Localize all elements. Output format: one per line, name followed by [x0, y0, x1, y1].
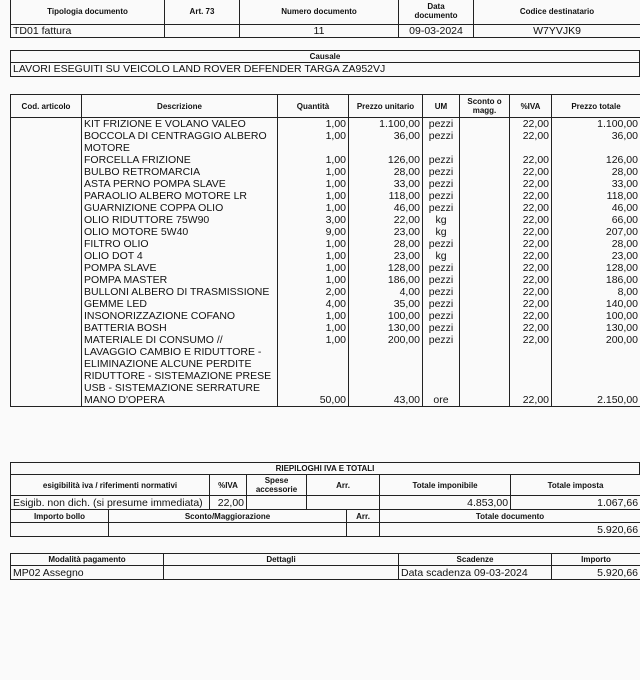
cell-um: pezzi [423, 238, 460, 250]
table-row [11, 118, 640, 131]
cell-um: pezzi [423, 202, 460, 214]
cell-sconto [460, 154, 510, 166]
cell-cod [11, 334, 82, 394]
table-row [11, 262, 640, 274]
cell-desc: ASTA PERNO POMPA SLAVE [82, 178, 278, 190]
value-codice: W7YVJK9 [474, 25, 640, 38]
value-esig: Esigib. non dich. (si presume immediata) [11, 496, 210, 510]
label-data [399, 0, 474, 25]
cell-price: 23,00 [349, 250, 423, 262]
cell-sconto [460, 226, 510, 238]
cell-cod [11, 190, 82, 202]
cell-qty: 9,00 [278, 226, 349, 238]
value-arr [307, 496, 380, 510]
cell-qty: 1,00 [278, 274, 349, 286]
cell-cod [11, 154, 82, 166]
cell-iva: 22,00 [510, 322, 552, 334]
value-imposta: 1.067,66 [511, 496, 640, 510]
cell-sconto [460, 298, 510, 310]
value-bollo [11, 523, 109, 537]
cell-cod [11, 118, 82, 131]
cell-total: 66,00 [552, 214, 640, 226]
cell-price: 126,00 [349, 154, 423, 166]
label-scadenze: Scadenze [399, 554, 552, 566]
cell-price: 200,00 [349, 334, 423, 394]
cell-cod [11, 130, 82, 154]
cell-price: 1.100,00 [349, 118, 423, 131]
cell-price: 33,00 [349, 178, 423, 190]
col-sconto [460, 95, 510, 118]
cell-iva: 22,00 [510, 178, 552, 190]
cell-desc: OLIO RIDUTTORE 75W90 [82, 214, 278, 226]
cell-total: 28,00 [552, 238, 640, 250]
cell-price: 186,00 [349, 274, 423, 286]
document-header [10, 0, 640, 38]
cell-iva: 22,00 [510, 298, 552, 310]
label-data-line1: Data [427, 2, 445, 11]
cell-cod [11, 322, 82, 334]
cell-iva: 22,00 [510, 190, 552, 202]
cell-sconto [460, 334, 510, 394]
col-sconto-line2: magg. [472, 106, 497, 115]
cell-um: pezzi [423, 286, 460, 298]
col-sconto-line1: Sconto o [467, 97, 502, 106]
value-importo: 5.920,66 [552, 566, 640, 580]
table-row [11, 202, 640, 214]
cell-desc: PARAOLIO ALBERO MOTORE LR [82, 190, 278, 202]
cell-price: 28,00 [349, 166, 423, 178]
cell-qty: 1,00 [278, 178, 349, 190]
cell-desc: BULBO RETROMARCIA [82, 166, 278, 178]
cell-sconto [460, 238, 510, 250]
cell-iva: 22,00 [510, 334, 552, 394]
cell-iva: 22,00 [510, 214, 552, 226]
cell-desc: BULLONI ALBERO DI TRASMISSIONE [82, 286, 278, 298]
cell-qty: 1,00 [278, 118, 349, 131]
cell-cod [11, 274, 82, 286]
cell-um: ore [423, 394, 460, 407]
label-numero: Numero documento [240, 0, 399, 25]
riepilogo-box [10, 462, 640, 537]
cell-total: 2.150,00 [552, 394, 640, 407]
causale-label: Causale [10, 50, 640, 62]
cell-total: 23,00 [552, 250, 640, 262]
cell-cod [11, 310, 82, 322]
cell-cod [11, 238, 82, 250]
cell-sconto [460, 262, 510, 274]
cell-iva: 22,00 [510, 130, 552, 154]
cell-total: 140,00 [552, 298, 640, 310]
cell-um: pezzi [423, 154, 460, 166]
cell-iva: 22,00 [510, 310, 552, 322]
cell-price: 46,00 [349, 202, 423, 214]
cell-cod [11, 202, 82, 214]
table-row [11, 226, 640, 238]
label-imposta: Totale imposta [511, 475, 640, 496]
cell-iva: 22,00 [510, 238, 552, 250]
cell-cod [11, 298, 82, 310]
items-table [10, 94, 640, 407]
cell-price: 28,00 [349, 238, 423, 250]
label-totdoc: Totale documento [380, 510, 640, 523]
value-totdoc: 5.920,66 [380, 523, 640, 537]
cell-iva: 22,00 [510, 202, 552, 214]
label-art73: Art. 73 [165, 0, 240, 25]
cell-iva: 22,00 [510, 286, 552, 298]
label-esig: esigibilità iva / riferimenti normativi [11, 475, 210, 496]
label-bollo: Importo bollo [11, 510, 109, 523]
table-row [11, 190, 640, 202]
cell-desc: GUARNIZIONE COPPA OLIO [82, 202, 278, 214]
label-data-line2: documento [414, 11, 458, 20]
label-modalita: Modalità pagamento [11, 554, 164, 566]
label-sconto-magg: Sconto/Maggiorazione [109, 510, 347, 523]
table-row [11, 310, 640, 322]
cell-desc: POMPA MASTER [82, 274, 278, 286]
cell-sconto [460, 202, 510, 214]
cell-total: 46,00 [552, 202, 640, 214]
cell-qty: 2,00 [278, 286, 349, 298]
cell-price: 4,00 [349, 286, 423, 298]
col-price: Prezzo unitario [349, 95, 423, 118]
cell-total: 28,00 [552, 166, 640, 178]
col-total: Prezzo totale [552, 95, 640, 118]
cell-cod [11, 166, 82, 178]
cell-sconto [460, 310, 510, 322]
cell-total: 8,00 [552, 286, 640, 298]
causale-box [10, 50, 640, 77]
cell-iva: 22,00 [510, 394, 552, 407]
label-spese-line1: Spese [264, 476, 289, 485]
table-row [11, 394, 640, 407]
cell-qty: 1,00 [278, 262, 349, 274]
col-desc: Descrizione [82, 95, 278, 118]
cell-sconto [460, 274, 510, 286]
cell-um: pezzi [423, 178, 460, 190]
value-data: 09-03-2024 [399, 25, 474, 38]
cell-qty: 1,00 [278, 190, 349, 202]
col-qty: Quantità [278, 95, 349, 118]
cell-qty: 1,00 [278, 238, 349, 250]
cell-price: 36,00 [349, 130, 423, 154]
col-cod: Cod. articolo [11, 95, 82, 118]
cell-qty: 1,00 [278, 166, 349, 178]
cell-um: pezzi [423, 166, 460, 178]
cell-um: pezzi [423, 334, 460, 394]
cell-price: 43,00 [349, 394, 423, 407]
label-tipologia: Tipologia documento [11, 0, 165, 25]
value-spese [247, 496, 307, 510]
label-arr2: Arr. [347, 510, 380, 523]
cell-um: kg [423, 214, 460, 226]
pagamento-box [10, 553, 640, 580]
table-row [11, 178, 640, 190]
cell-qty: 1,00 [278, 310, 349, 322]
cell-qty: 3,00 [278, 214, 349, 226]
cell-price: 22,00 [349, 214, 423, 226]
cell-price: 23,00 [349, 226, 423, 238]
label-spese [247, 475, 307, 496]
cell-price: 100,00 [349, 310, 423, 322]
table-row [11, 322, 640, 334]
cell-total: 33,00 [552, 178, 640, 190]
cell-price: 35,00 [349, 298, 423, 310]
cell-qty: 1,00 [278, 154, 349, 166]
label-riep-iva: %IVA [210, 475, 247, 496]
table-row [11, 334, 640, 394]
cell-um: pezzi [423, 130, 460, 154]
value-dettagli [164, 566, 399, 580]
cell-desc: BATTERIA BOSH [82, 322, 278, 334]
cell-price: 130,00 [349, 322, 423, 334]
causale-text: LAVORI ESEGUITI SU VEICOLO LAND ROVER DEFENDER TARGA ZA952VJ [10, 62, 640, 77]
cell-sconto [460, 118, 510, 131]
table-row [11, 130, 640, 154]
riepilogo-title: RIEPILOGHI IVA E TOTALI [10, 462, 640, 474]
cell-desc: MATERIALE DI CONSUMO // LAVAGGIO CAMBIO E RIDUTTORE - ELIMINAZIONE ALCUNE PERDITE RIDUTTORE - SISTEMAZIONE PRESE USB - SISTEMAZIONE SERRATURE [82, 334, 278, 394]
cell-desc: POMPA SLAVE [82, 262, 278, 274]
cell-iva: 22,00 [510, 118, 552, 131]
cell-sconto [460, 250, 510, 262]
cell-price: 118,00 [349, 190, 423, 202]
cell-um: kg [423, 226, 460, 238]
value-sconto-magg [109, 523, 347, 537]
value-riep-iva: 22,00 [210, 496, 247, 510]
cell-qty: 1,00 [278, 322, 349, 334]
cell-iva: 22,00 [510, 226, 552, 238]
value-art73 [165, 25, 240, 38]
cell-um: pezzi [423, 262, 460, 274]
table-row [11, 154, 640, 166]
table-row [11, 166, 640, 178]
col-um: UM [423, 95, 460, 118]
label-spese-line2: accessorie [255, 485, 298, 494]
value-numero: 11 [240, 25, 399, 38]
cell-desc: OLIO MOTORE 5W40 [82, 226, 278, 238]
cell-um: pezzi [423, 322, 460, 334]
cell-sconto [460, 178, 510, 190]
label-codice: Codice destinatario [474, 0, 640, 25]
value-modalita: MP02 Assegno [11, 566, 164, 580]
cell-price: 128,00 [349, 262, 423, 274]
cell-qty: 1,00 [278, 250, 349, 262]
label-arr: Arr. [307, 475, 380, 496]
cell-qty: 1,00 [278, 130, 349, 154]
cell-desc: FILTRO OLIO [82, 238, 278, 250]
table-row [11, 250, 640, 262]
cell-total: 128,00 [552, 262, 640, 274]
cell-desc: OLIO DOT 4 [82, 250, 278, 262]
cell-um: kg [423, 250, 460, 262]
cell-qty: 4,00 [278, 298, 349, 310]
cell-sconto [460, 286, 510, 298]
cell-cod [11, 394, 82, 407]
cell-sconto [460, 394, 510, 407]
table-row [11, 298, 640, 310]
cell-desc: GEMME LED [82, 298, 278, 310]
cell-total: 130,00 [552, 322, 640, 334]
cell-desc: BOCCOLA DI CENTRAGGIO ALBERO MOTORE [82, 130, 278, 154]
cell-desc: INSONORIZZAZIONE COFANO [82, 310, 278, 322]
cell-total: 200,00 [552, 334, 640, 394]
cell-cod [11, 262, 82, 274]
cell-qty: 50,00 [278, 394, 349, 407]
cell-total: 1.100,00 [552, 118, 640, 131]
cell-iva: 22,00 [510, 154, 552, 166]
table-row [11, 214, 640, 226]
cell-sconto [460, 190, 510, 202]
cell-qty: 1,00 [278, 334, 349, 394]
cell-iva: 22,00 [510, 274, 552, 286]
value-imponibile: 4.853,00 [380, 496, 511, 510]
value-arr2 [347, 523, 380, 537]
cell-um: pezzi [423, 298, 460, 310]
cell-desc: FORCELLA FRIZIONE [82, 154, 278, 166]
table-row [11, 238, 640, 250]
col-iva: %IVA [510, 95, 552, 118]
value-tipologia: TD01 fattura [11, 25, 165, 38]
cell-iva: 22,00 [510, 166, 552, 178]
cell-total: 118,00 [552, 190, 640, 202]
cell-sconto [460, 130, 510, 154]
cell-cod [11, 250, 82, 262]
cell-um: pezzi [423, 118, 460, 131]
cell-sconto [460, 214, 510, 226]
cell-desc: MANO D'OPERA [82, 394, 278, 407]
cell-total: 36,00 [552, 130, 640, 154]
cell-um: pezzi [423, 190, 460, 202]
cell-qty: 1,00 [278, 202, 349, 214]
cell-total: 186,00 [552, 274, 640, 286]
label-dettagli: Dettagli [164, 554, 399, 566]
cell-total: 126,00 [552, 154, 640, 166]
cell-cod [11, 286, 82, 298]
table-row [11, 286, 640, 298]
cell-total: 207,00 [552, 226, 640, 238]
cell-cod [11, 178, 82, 190]
cell-cod [11, 214, 82, 226]
value-scadenze: Data scadenza 09-03-2024 [399, 566, 552, 580]
cell-um: pezzi [423, 274, 460, 286]
cell-iva: 22,00 [510, 262, 552, 274]
cell-sconto [460, 166, 510, 178]
cell-cod [11, 226, 82, 238]
table-row [11, 274, 640, 286]
cell-um: pezzi [423, 310, 460, 322]
cell-sconto [460, 322, 510, 334]
cell-total: 100,00 [552, 310, 640, 322]
cell-iva: 22,00 [510, 250, 552, 262]
cell-desc: KIT FRIZIONE E VOLANO VALEO [82, 118, 278, 131]
label-imponibile: Totale imponibile [380, 475, 511, 496]
label-importo: Importo [552, 554, 640, 566]
